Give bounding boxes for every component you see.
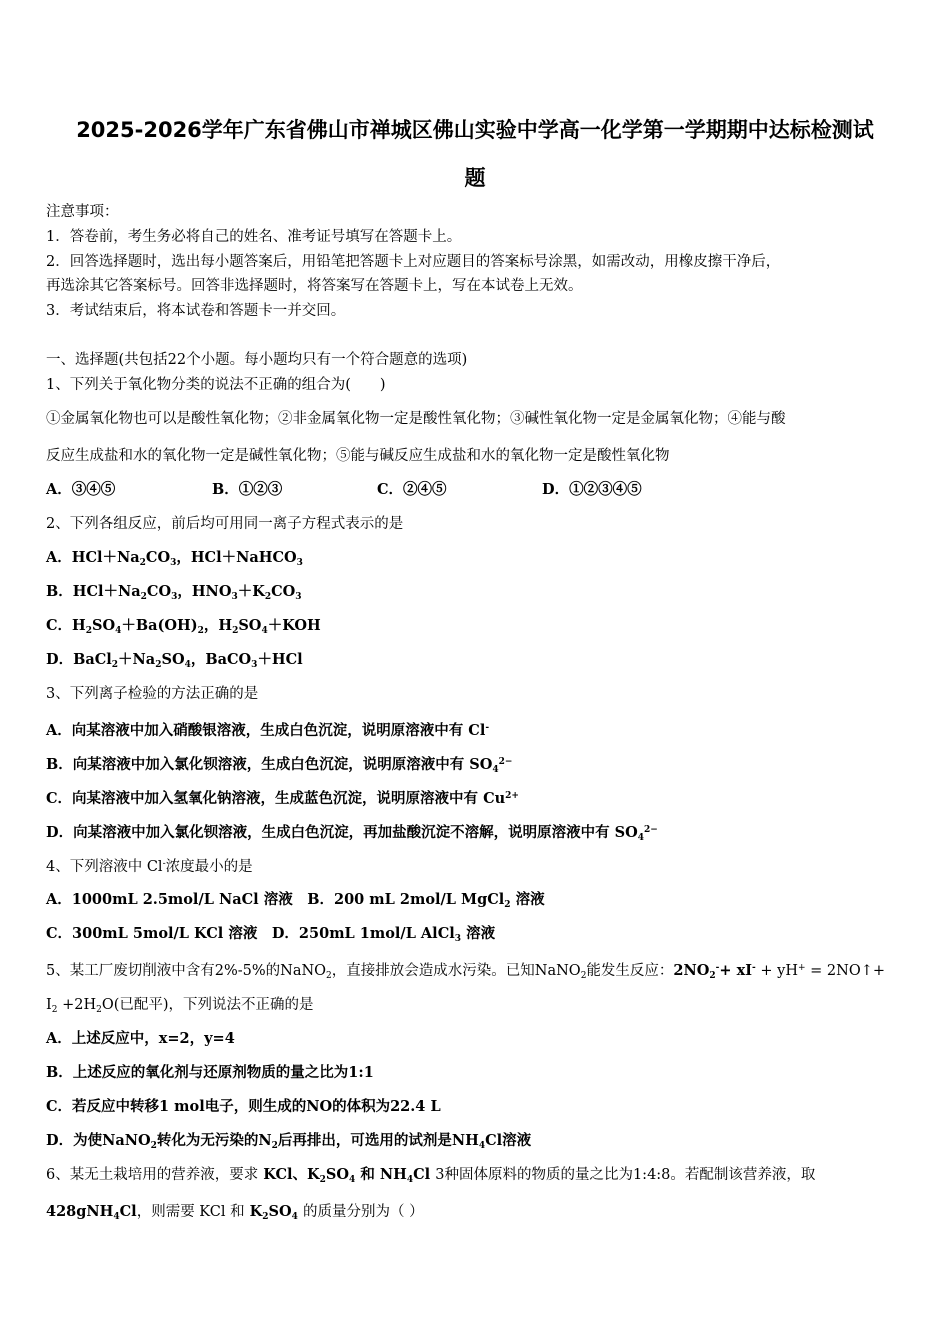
q6-stem-2: 428gNH$_4$Cl，则需要 KCl 和 $K_2SO_4$ 的质量分别为（ ） xyxy=(46,1203,424,1222)
q5-option-a: A．上述反应中，x=2，y=4 xyxy=(46,1030,235,1047)
q4-options-cd: C．300mL 5mol/L KCl 溶液 D．250mL 1mol/L AlCl$_3$ 溶液 xyxy=(46,925,496,944)
q3-option-b: B．向某溶液中加入氯化钡溶液，生成白色沉淀，说明原溶液中有 $SO_4^{2-}$ xyxy=(46,756,513,775)
q5-option-d: D．为使NaNO$_2$转化为无污染的$N_2$后再排出，可选用的试剂是$NH_4Cl$溶液 xyxy=(46,1132,532,1151)
notice-item-2a: 2．回答选择题时，选出每小题答案后，用铅笔把答题卡上对应题目的答案标号涂黑，如需改动，用橡皮擦干净后， xyxy=(46,254,781,270)
notice-heading: 注意事项： xyxy=(46,204,119,220)
q1-body-1: ①金属氧化物也可以是酸性氧化物；②非金属氧化物一定是酸性氧化物；③碱性氧化物一定是金属氧化物；④能与酸 xyxy=(46,411,786,427)
exam-title-line1: 2025-2026学年广东省佛山市禅城区佛山实验中学高一化学第一学期期中达标检测试 xyxy=(76,118,874,142)
q2-option-b: B．$HCl+Na_2CO_3$，$HNO_3+K_2CO_3$ xyxy=(46,583,302,602)
q2-option-c: C．$H_2SO_4+Ba(OH)_2$，$H_2SO_4+KOH$ xyxy=(46,617,321,636)
section-heading: 一、选择题(共包括22个小题。每小题均只有一个符合题意的选项) xyxy=(46,352,468,368)
q6-stem: 6、某无土栽培用的营养液，要求 KCl、$K_2SO_4$ 和 $NH_4Cl$ 3种固体原料的物质的量之比为1:4:8。若配制该营养液，取 xyxy=(46,1166,816,1185)
q2-stem: 2、下列各组反应，前后均可用同一离子方程式表示的是 xyxy=(46,516,404,532)
q4-options-ab: A．1000mL 2.5mol/L NaCl 溶液 B．200 mL 2mol/L MgCl$_2$ 溶液 xyxy=(46,891,545,910)
q5-option-c: C．若反应中转移1 mol电子，则生成的NO的体积为22.4 L xyxy=(46,1098,441,1115)
notice-item-1: 1．答卷前，考生务必将自己的姓名、准考证号填写在答题卡上。 xyxy=(46,229,462,245)
q1-option-c: C．②④⑤ xyxy=(377,481,447,498)
exam-title-line2: 题 xyxy=(464,166,486,190)
q1-option-b: B．①②③ xyxy=(212,481,283,498)
q5-stem-2: $I_2 +2H_2O$(已配平)，下列说法不正确的是 xyxy=(46,997,314,1015)
q2-option-d: D．$BaCl_2+Na_2SO_4$，BaCO$_3$＋HCl xyxy=(46,651,303,670)
q3-option-c: C．向某溶液中加入氢氧化钠溶液，生成蓝色沉淀，说明原溶液中有 $Cu^{2+}$ xyxy=(46,790,519,807)
notice-item-2b: 再选涂其它答案标号。回答非选择题时，将答案写在答题卡上，写在本试卷上无效。 xyxy=(46,278,583,294)
q3-option-a: A．向某溶液中加入硝酸银溶液，生成白色沉淀，说明原溶液中有 Cl- xyxy=(46,722,490,739)
notice-item-3: 3．考试结束后，将本试卷和答题卡一并交回。 xyxy=(46,303,346,319)
q1-stem: 1、下列关于氧化物分类的说法不正确的组合为( ) xyxy=(46,377,386,393)
q2-option-a: A．$HCl+Na_2CO_3$，HCl＋NaHCO$_3$ xyxy=(46,549,303,568)
q1-option-a: A．③④⑤ xyxy=(46,481,116,498)
q4-stem: 4、下列溶液中 Cl-浓度最小的是 xyxy=(46,859,253,875)
q5-stem: 5、某工厂废切削液中含有2%-5%的NaNO$_2$，直接排放会造成水污染。已知NaNO$_2$能发生反应：$2NO_2^-+ xI^- + yH^+$ = 2NO↑+ xyxy=(46,962,886,981)
q1-body-2: 反应生成盐和水的氧化物一定是碱性氧化物；⑤能与碱反应生成盐和水的氧化物一定是酸性氧化物 xyxy=(46,448,670,464)
q3-stem: 3、下列离子检验的方法正确的是 xyxy=(46,686,259,702)
q1-option-d: D．①②③④⑤ xyxy=(542,481,642,498)
q5-option-b: B．上述反应的氧化剂与还原剂物质的量之比为1:1 xyxy=(46,1064,374,1081)
q3-option-d: D．向某溶液中加入氯化钡溶液，生成白色沉淀，再加盐酸沉淀不溶解，说明原溶液中有 $SO_4^{2-}$ xyxy=(46,824,658,843)
